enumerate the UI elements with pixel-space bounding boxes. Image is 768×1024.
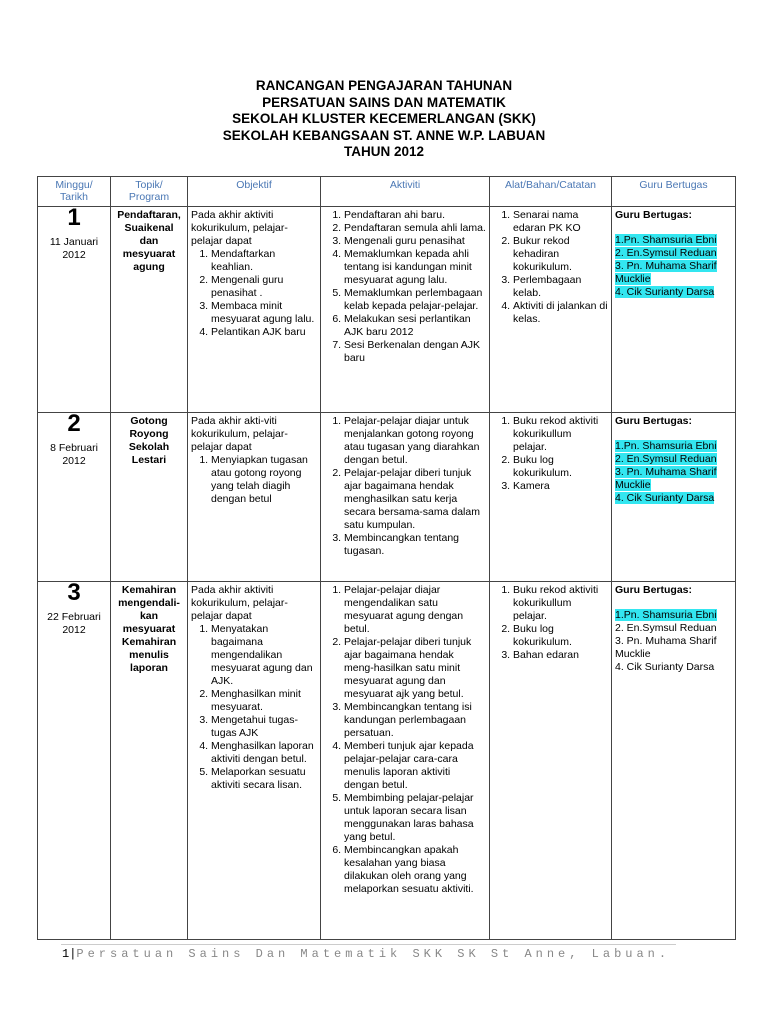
- materials-list: [493, 584, 608, 662]
- objective-intro: Pada akhir aktiviti kokurikulum, pelajar-pelajar dapat: [191, 209, 288, 247]
- materials-list: [493, 415, 608, 493]
- objective-cell: [188, 413, 321, 582]
- materials-cell: [490, 207, 612, 413]
- footer-divider: [61, 944, 676, 945]
- week-number: 1: [67, 204, 81, 231]
- document-title: [0, 78, 768, 161]
- list-item: 2. Pelajar-pelajar diberi tunjuk ajar bagaimana hendak meng-hasilkan satu minit mesyuarat agung dan mesyuarat ajk yang betul.: [344, 636, 486, 701]
- list-item: 1. Senarai nama edaran PK KO: [513, 209, 608, 235]
- teacher-cell: [612, 413, 736, 582]
- topic-cell: [111, 582, 188, 940]
- list-item: 5. Membimbing pelajar-pelajar untuk laporan secara lisan menggunakan laras bahasa yang betul.: [344, 792, 486, 844]
- topic-text: Gotong Royong Sekolah Lestari: [128, 415, 170, 466]
- list-item: 1. Buku rekod aktiviti kokurikullum pelajar.: [513, 584, 608, 623]
- teacher-name: [615, 440, 732, 453]
- objective-cell: [188, 582, 321, 940]
- title-line: PERSATUAN SAINS DAN MATEMATIK: [262, 94, 506, 110]
- table-row: [38, 413, 736, 582]
- teacher-name: 4. Cik Surianty Darsa: [615, 661, 715, 673]
- activity-cell: [321, 207, 490, 413]
- topic-cell: [111, 207, 188, 413]
- teacher-cell: [612, 207, 736, 413]
- plan-table: [37, 176, 736, 940]
- week-cell: [38, 204, 111, 413]
- activity-list: [324, 415, 486, 558]
- list-item: 2. Menghasilkan minit mesyuarat.: [211, 688, 317, 714]
- list-item: 2. Buku log kokurikulum.: [513, 454, 608, 480]
- teacher-name: [615, 286, 732, 299]
- list-item: 3. Membaca minit mesyuarat agung lalu.: [211, 300, 317, 326]
- header-topik: Topik/ Program: [111, 177, 188, 207]
- list-item: 5. Memaklumkan perlembagaan kelab kepada pelajar-pelajar.: [344, 287, 486, 313]
- title-line: SEKOLAH KLUSTER KECEMERLANGAN (SKK): [232, 111, 536, 126]
- guru-label: Guru Bertugas:: [615, 584, 693, 596]
- objective-cell: [188, 207, 321, 413]
- table-row: [38, 582, 736, 940]
- objective-list: [191, 623, 317, 792]
- activity-cell: [321, 413, 490, 582]
- list-item: 3. Perlembagaan kelab.: [513, 274, 608, 300]
- list-item: 1. Buku rekod aktiviti kokurikullum pelajar.: [513, 415, 608, 454]
- teacher-name: [615, 453, 732, 466]
- teacher-name-text: 4. Cik Surianty Darsa: [615, 492, 715, 504]
- materials-cell: [490, 413, 612, 582]
- table-row: [38, 207, 736, 413]
- week-number: 3: [67, 579, 81, 606]
- footer-text: Persatuan Sains Dan Matematik SKK SK St Anne, Labuan.: [76, 947, 671, 961]
- header-guru: Guru Bertugas: [612, 177, 736, 207]
- list-item: 2. Buku log kokurikulum.: [513, 623, 608, 649]
- list-item: 1. Menyiapkan tugasan atau gotong royong yang telah diagih dengan betul: [211, 454, 317, 506]
- list-item: 4. Memberi tunjuk ajar kepada pelajar-pelajar cara-cara menulis laporan aktiviti dengan betul.: [344, 740, 486, 792]
- guru-label: Guru Bertugas:: [615, 415, 693, 427]
- materials-cell: [490, 582, 612, 940]
- guru-label: Guru Bertugas:: [615, 209, 693, 221]
- list-item: 1. Mendaftarkan keahlian.: [211, 248, 317, 274]
- teacher-name: [615, 466, 732, 492]
- list-item: 2. Bukur rekod kehadiran kokurikulum.: [513, 235, 608, 274]
- table-header-row: [38, 177, 736, 207]
- topic-cell: [111, 413, 188, 582]
- list-item: 5. Melaporkan sesuatu aktiviti secara lisan.: [211, 766, 317, 792]
- teacher-name-text: 3. Pn. Muhama Sharif Mucklie: [615, 260, 717, 285]
- list-item: 2. Pendaftaran semula ahli lama.: [344, 222, 486, 235]
- objective-intro: Pada akhir akti-viti kokurikulum, pelajar-pelajar dapat: [191, 415, 288, 453]
- list-item: 4. Memaklumkan kepada ahli tentang isi kandungan minit mesyuarat agung lalu.: [344, 248, 486, 287]
- page-number: 1: [62, 947, 70, 961]
- objective-list: [191, 248, 317, 339]
- header-aktiviti: Aktiviti: [321, 177, 490, 207]
- week-cell: [38, 410, 111, 582]
- list-item: 3. Membincangkan tentang isi kandungan perlembagaan persatuan.: [344, 701, 486, 740]
- header-alat: Alat/Bahan/Catatan: [490, 177, 612, 207]
- list-item: 3. Membincangkan tentang tugasan.: [344, 532, 486, 558]
- title-line: SEKOLAH KEBANGSAAN ST. ANNE W.P. LABUAN: [222, 127, 546, 143]
- teacher-name-text: 1.Pn. Shamsuria Ebni: [615, 234, 717, 246]
- teacher-cell: [612, 582, 736, 940]
- teacher-name-text: 4. Cik Surianty Darsa: [615, 286, 715, 298]
- list-item: 1. Menyatakan bagaimana mengendalikan mesyuarat agung dan AJK.: [211, 623, 317, 688]
- list-item: 3. Bahan edaran: [513, 649, 608, 662]
- activity-cell: [321, 582, 490, 940]
- teacher-name: [615, 609, 732, 622]
- list-item: 1. Pelajar-pelajar diajar untuk menjalankan gotong royong atau tugasan yang diarahkan dengan betul.: [344, 415, 486, 467]
- topic-text: Pendaftaran, Suaikenal dan mesyuarat agung: [117, 209, 181, 273]
- title-line: RANCANGAN PENGAJARAN TAHUNAN: [255, 78, 513, 93]
- teacher-name: [615, 247, 732, 260]
- week-date: 11 Januari 2012: [49, 236, 99, 261]
- teacher-name-text: 1.Pn. Shamsuria Ebni: [615, 440, 717, 452]
- header-minggu: Minggu/ Tarikh: [38, 177, 111, 207]
- teacher-name: [615, 234, 732, 247]
- teacher-name-text: 2. En.Symsul Reduan: [615, 247, 717, 259]
- teacher-name-text: 3. Pn. Muhama Sharif Mucklie: [615, 466, 717, 491]
- activity-list: [324, 584, 486, 896]
- activity-list: [324, 209, 486, 365]
- list-item: 6. Membincangkan apakah kesalahan yang biasa dilakukan oleh orang yang melaporkan sesuatu aktiviti.: [344, 844, 486, 896]
- header-objektif: Objektif: [188, 177, 321, 207]
- materials-list: [493, 209, 608, 326]
- list-item: 6. Melakukan sesi perlantikan AJK baru 2012: [344, 313, 486, 339]
- list-item: 3. Kamera: [513, 480, 608, 493]
- teacher-name: 2. En.Symsul Reduan: [615, 622, 717, 634]
- list-item: 4. Menghasilkan laporan aktiviti dengan betul.: [211, 740, 317, 766]
- page-footer: [62, 947, 670, 961]
- week-cell: [38, 579, 111, 940]
- list-item: 2. Mengenali guru penasihat .: [211, 274, 317, 300]
- footer-separator: |: [69, 947, 77, 961]
- teacher-name: 3. Pn. Muhama Sharif Mucklie: [615, 635, 717, 660]
- week-number: 2: [67, 410, 81, 437]
- topic-text: Kemahiran mengendali-kan mesyuarat Kemahiran menulis laporan: [118, 584, 180, 674]
- list-item: 1. Pendaftaran ahi baru.: [344, 209, 486, 222]
- list-item: 2. Pelajar-pelajar diberi tunjuk ajar bagaimana hendak menghasilkan satu kerja secara bersama-sama dalam satu kumpulan.: [344, 467, 486, 532]
- week-date: 22 Februari 2012: [47, 611, 101, 636]
- teacher-name: [615, 260, 732, 286]
- objective-intro: Pada akhir aktiviti kokurikulum, pelajar-pelajar dapat: [191, 584, 288, 622]
- objective-list: [191, 454, 317, 506]
- list-item: 3. Mengenali guru penasihat: [344, 235, 486, 248]
- week-date: 8 Februari 2012: [50, 442, 98, 467]
- list-item: 1. Pelajar-pelajar diajar mengendalikan satu mesyuarat agung dengan betul.: [344, 584, 486, 636]
- title-line: TAHUN 2012: [343, 144, 425, 159]
- list-item: 4. Aktiviti di jalankan di kelas.: [513, 300, 608, 326]
- teacher-name: [615, 492, 732, 505]
- list-item: 4. Pelantikan AJK baru: [211, 326, 317, 339]
- teacher-name-text: 1.Pn. Shamsuria Ebni: [615, 609, 717, 621]
- list-item: 3. Mengetahui tugas-tugas AJK: [211, 714, 317, 740]
- list-item: 7. Sesi Berkenalan dengan AJK baru: [344, 339, 486, 365]
- teacher-name-text: 2. En.Symsul Reduan: [615, 453, 717, 465]
